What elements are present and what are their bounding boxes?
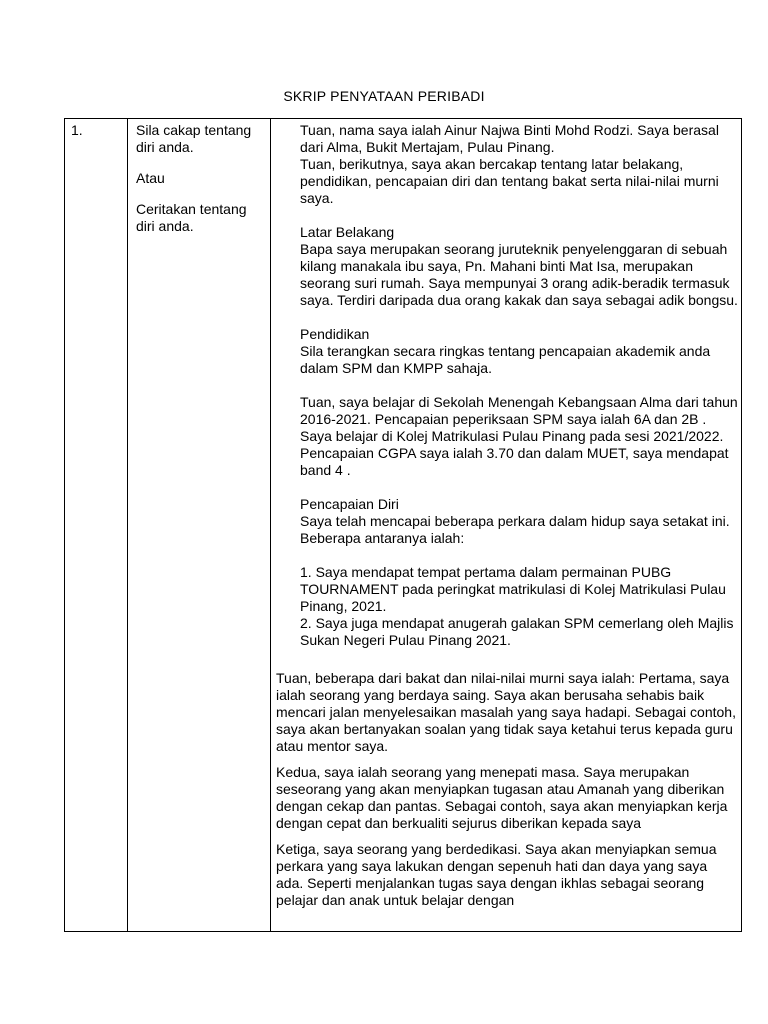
section-heading-background: Latar Belakang (300, 224, 395, 240)
achievements-intro: Saya telah mencapai beberapa perkara dalam hidup saya setakat ini. Beberapa antaranya ialah: (300, 513, 730, 546)
row-number: 1. (71, 122, 83, 138)
values-cell (276, 670, 738, 918)
education-instruction: Sila terangkan secara ringkas tentang pencapaian akademik anda dalam SPM dan KMPP sahaja. (300, 343, 711, 376)
answer-cell (300, 122, 738, 649)
values-paragraph-3: Ketiga, saya seorang yang berdedikasi. Saya akan menyiapkan semua perkara yang saya lakukan dengan sepenuh hati dan daya yang saya ada. Seperti menjalankan tugas saya dengan ikhlas sebagai seorang pelajar dan anak untuk belajar dengan (276, 841, 717, 908)
background-text: Bapa saya merupakan seorang juruteknik penyelenggaran di sebuah kilang manakala ibu saya, Pn. Mahani binti Mat Isa, merupakan seorang suri rumah. Saya mempunyai 3 orang adik-beradik termasuk saya. Terdiri daripada dua orang kakak dan saya sebagai adik bongsu. (300, 241, 738, 308)
question-cell (136, 122, 266, 249)
question-alternative: Ceritakan tentang diri anda. (136, 201, 247, 234)
values-paragraph-2: Kedua, saya ialah seorang yang menepati masa. Saya merupakan seseorang yang akan menyiapkan tugasan atau Amanah yang diberikan dengan cekap dan pantas. Sebagai contoh, saya akan menyiapkan kerja dengan cepat dan berkualiti sejurus diberikan kepada saya (276, 764, 728, 831)
achievement-item: 2. Saya juga mendapat anugerah galakan SPM cemerlang oleh Majlis Sukan Negeri Pulau Pinang 2021. (300, 615, 734, 648)
document-title: SKRIP PENYATAAN PERIBADI (283, 88, 485, 104)
achievement-item: 1. Saya mendapat tempat pertama dalam permainan PUBG TOURNAMENT pada peringkat matrikulasi di Kolej Matrikulasi Pulau Pinang, 2021. (300, 564, 726, 614)
script-table (64, 118, 742, 932)
column-divider (127, 119, 128, 931)
answer-intro-name: Tuan, nama saya ialah Ainur Najwa Binti Mohd Rodzi. Saya berasal dari Alma, Bukit Mertajam, Pulau Pinang. (300, 122, 719, 155)
question-or: Atau (136, 170, 165, 186)
section-heading-achievements: Pencapaian Diri (300, 496, 399, 512)
answer-intro-outline: Tuan, berikutnya, saya akan bercakap tentang latar belakang, pendidikan, pencapaian diri dan tentang bakat serta nilai-nilai murni saya. (300, 156, 719, 206)
section-heading-education: Pendidikan (300, 326, 370, 342)
education-text: Tuan, saya belajar di Sekolah Menengah Kebangsaan Alma dari tahun 2016-2021. Pencapaian peperiksaan SPM saya ialah 6A dan 2B . Saya belajar di Kolej Matrikulasi Pulau Pinang pada sesi 2021/2022. Pencapaian CGPA saya ialah 3.70 dan dalam MUET, saya mendapat band 4 . (300, 394, 738, 478)
question-primary: Sila cakap tentang diri anda. (136, 122, 252, 155)
column-divider (270, 119, 271, 931)
values-paragraph-1: Tuan, beberapa dari bakat dan nilai-nilai murni saya ialah: Pertama, saya ialah seorang yang berdaya saing. Saya akan berusaha sehabis baik mencari jalan menyelesaikan masalah yang saya hadapi. Sebagai contoh, saya akan bertanyakan soalan yang tidak saya ketahui terus kepada guru atau mentor saya. (276, 670, 736, 754)
